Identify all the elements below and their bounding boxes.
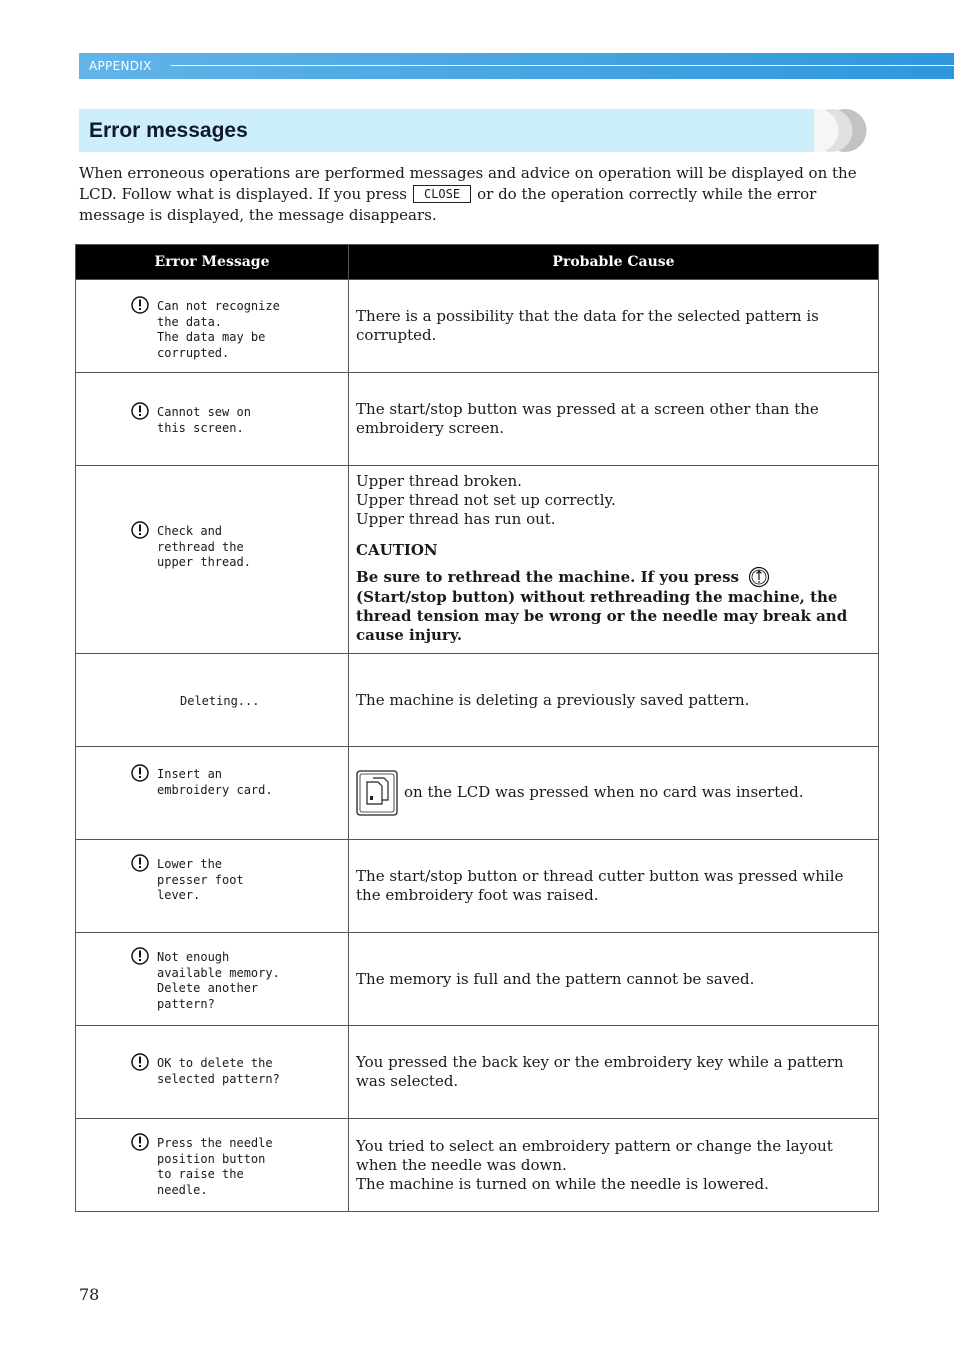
cause-cell: The machine is deleting a previously saved pattern.: [349, 654, 879, 747]
error-message-cell: [76, 373, 349, 466]
caution-text-start: Be sure to rethread the machine. If you press: [356, 568, 739, 586]
cause-cell: The start/stop button was pressed at a screen other than the embroidery screen.: [349, 373, 879, 466]
caution-text: [356, 566, 870, 645]
error-message-cell: [76, 654, 349, 747]
table-row: [76, 1119, 879, 1212]
cause-cell: There is a possibility that the data for the selected pattern is corrupted.: [349, 280, 879, 373]
error-table: [75, 244, 879, 1212]
lcd-message: Press the needle position button to raise the needle.: [157, 1136, 273, 1197]
error-message-cell: [76, 840, 349, 933]
start-stop-button-icon: [748, 566, 770, 588]
lcd-message: OK to delete the selected pattern?: [157, 1056, 280, 1086]
cause-cell: You tried to select an embroidery pattern or change the layout when the needle was down. The machine is turned on while the needle is lowered.: [349, 1119, 879, 1212]
cause-cell: [349, 466, 879, 654]
warning-icon: [131, 521, 149, 539]
warning-icon: [131, 1053, 149, 1071]
intro-paragraph: [79, 163, 869, 226]
error-message-cell: [76, 1026, 349, 1119]
lcd-message: Lower the presser foot lever.: [157, 857, 244, 902]
header-error-message: Error Message: [76, 245, 349, 280]
table-header-row: [76, 245, 879, 280]
lcd-message: Insert an embroidery card.: [157, 767, 273, 797]
page-title: Error messages: [89, 119, 248, 142]
table-row: [76, 466, 879, 654]
table-row: [76, 373, 879, 466]
close-key-icon: CLOSE: [413, 185, 471, 203]
lcd-message: Can not recognize the data. The data may be corrupted.: [157, 299, 280, 360]
section-rule: [171, 65, 954, 66]
title-banner: [79, 109, 814, 152]
title-banner-ornament: [808, 109, 870, 152]
lcd-message: Check and rethread the upper thread.: [157, 524, 251, 569]
table-row: [76, 280, 879, 373]
lcd-message: Cannot sew on this screen.: [157, 405, 251, 435]
error-message-cell: [76, 466, 349, 654]
lcd-message: Not enough available memory. Delete another pattern?: [157, 950, 280, 1011]
caution-text-end: (Start/stop button) without rethreading the machine, the thread tension may be wrong or the needle may break and cause injury.: [356, 588, 848, 644]
intro-text-end: or do the operation correctly while the error message is displayed, the message disappears.: [79, 185, 817, 224]
table-row: [76, 1026, 879, 1119]
intro-text-start: When erroneous operations are performed messages and advice on operation will be displayed on the LCD. Follow what is displayed. If you press: [79, 164, 857, 203]
section-label: APPENDIX: [89, 59, 152, 73]
table-row: [76, 654, 879, 747]
warning-icon: [131, 764, 149, 782]
page-number: 78: [79, 1285, 100, 1304]
cause-text: Upper thread broken. Upper thread not set up correctly. Upper thread has run out.: [356, 472, 616, 528]
cause-cell: You pressed the back key or the embroidery key while a pattern was selected.: [349, 1026, 879, 1119]
warning-icon: [131, 947, 149, 965]
cause-cell: The memory is full and the pattern cannot be saved.: [349, 933, 879, 1026]
lcd-message: Deleting...: [180, 694, 260, 708]
card-button-icon: [356, 770, 398, 816]
header-probable-cause: Probable Cause: [349, 245, 879, 280]
cause-cell: [349, 747, 879, 840]
cause-cell: The start/stop button or thread cutter button was pressed while the embroidery foot was raised.: [349, 840, 879, 933]
section-bar: [79, 53, 954, 79]
error-message-cell: [76, 280, 349, 373]
error-message-cell: [76, 747, 349, 840]
warning-icon: [131, 1133, 149, 1151]
table-row: [76, 840, 879, 933]
table-row: [76, 747, 879, 840]
error-message-cell: [76, 933, 349, 1026]
warning-icon: [131, 402, 149, 420]
cause-text: on the LCD was pressed when no card was inserted.: [404, 783, 804, 801]
table-row: [76, 933, 879, 1026]
warning-icon: [131, 296, 149, 314]
warning-icon: [131, 854, 149, 872]
error-message-cell: [76, 1119, 349, 1212]
caution-heading: CAUTION: [356, 541, 438, 559]
